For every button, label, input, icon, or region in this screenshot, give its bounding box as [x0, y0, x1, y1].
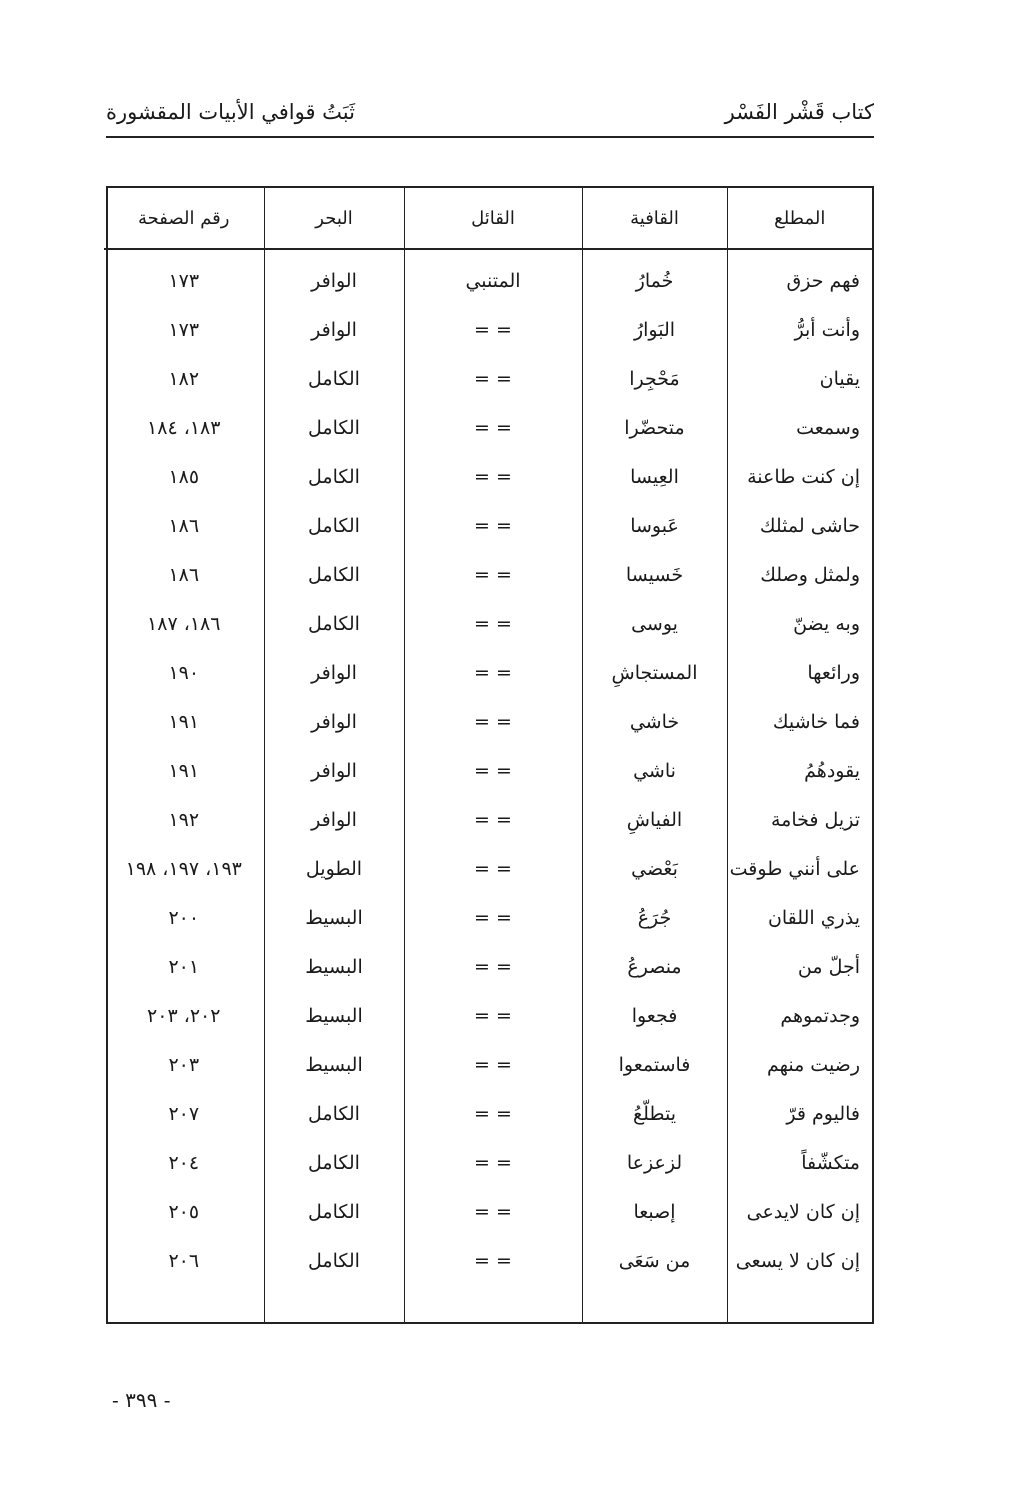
cell-page: ٢٠١: [168, 955, 200, 978]
cell-qafiya: مَحْجِرا: [582, 354, 727, 403]
cell-matla: وبه يضنّ: [727, 599, 872, 648]
cell-bahr: الوافر: [264, 648, 404, 697]
cell-bahr: الكامل: [264, 1187, 404, 1236]
cell-page: ٢٠٤: [168, 1151, 200, 1174]
table-row: [104, 648, 872, 697]
table-row: [104, 1236, 872, 1285]
table-row: [104, 452, 872, 501]
cell-page: ١٨٣، ١٨٤: [147, 416, 221, 439]
cell-qafiya: جُرَعُ: [582, 893, 727, 942]
column-header-qail: القائل: [404, 188, 582, 249]
cell-qafiya: البَوارُ: [582, 305, 727, 354]
cell-matla: يقيان: [727, 354, 872, 403]
cell-page: ٢٠٦: [168, 1249, 200, 1272]
rhymes-table-frame: [106, 186, 874, 1324]
cell-qafiya: خاشي: [582, 697, 727, 746]
table-row: [104, 746, 872, 795]
filler-cell: [582, 1285, 727, 1322]
table-row: [104, 403, 872, 452]
cell-qafiya: إصبعا: [582, 1187, 727, 1236]
cell-matla: على أنني طوقت: [727, 844, 872, 893]
cell-qail: = =: [404, 501, 582, 550]
cell-bahr: الكامل: [264, 354, 404, 403]
cell-qail: = =: [404, 403, 582, 452]
cell-bahr: البسيط: [264, 991, 404, 1040]
cell-page: ١٧٣: [168, 269, 200, 292]
table-row: [104, 550, 872, 599]
cell-qafiya: يوسى: [582, 599, 727, 648]
cell-qail: = =: [404, 1236, 582, 1285]
table-row: [104, 249, 872, 305]
cell-matla: يذري اللقان: [727, 893, 872, 942]
cell-matla: متكشّفاً: [727, 1138, 872, 1187]
cell-qail: = =: [404, 599, 582, 648]
book-title: كتاب قَشْر الفَسْر: [724, 100, 874, 124]
cell-qail: = =: [404, 1040, 582, 1089]
cell-qail: = =: [404, 795, 582, 844]
cell-bahr: الكامل: [264, 403, 404, 452]
cell-page: ١٨٦، ١٨٧: [147, 612, 221, 635]
table-row: [104, 795, 872, 844]
cell-qail: = =: [404, 844, 582, 893]
cell-page: ١٨٢: [168, 367, 200, 390]
page-number: - ٣٩٩ -: [112, 1388, 171, 1412]
cell-qail: = =: [404, 746, 582, 795]
cell-matla: رضيت منهم: [727, 1040, 872, 1089]
cell-qafiya: لزعزعا: [582, 1138, 727, 1187]
cell-bahr: الوافر: [264, 697, 404, 746]
table-header-row: [104, 188, 872, 249]
filler-cell: [104, 1285, 264, 1322]
column-header-qafiya: القافية: [582, 188, 727, 249]
cell-page: ١٩٣، ١٩٧، ١٩٨: [125, 857, 242, 880]
table-row: [104, 893, 872, 942]
cell-bahr: الكامل: [264, 452, 404, 501]
cell-qail: = =: [404, 991, 582, 1040]
cell-matla: فما خاشيك: [727, 697, 872, 746]
cell-qafiya: خَسيسا: [582, 550, 727, 599]
cell-bahr: البسيط: [264, 1040, 404, 1089]
cell-page: ١٨٥: [168, 465, 200, 488]
table-row: [104, 305, 872, 354]
cell-page: ١٩١: [168, 759, 200, 782]
cell-bahr: الوافر: [264, 305, 404, 354]
cell-page: ٢٠٠: [168, 906, 200, 929]
cell-qail: = =: [404, 550, 582, 599]
cell-qail: المتنبي: [404, 249, 582, 305]
cell-bahr: الوافر: [264, 249, 404, 305]
table-row: [104, 599, 872, 648]
cell-page: ١٨٦: [168, 514, 200, 537]
cell-matla: وسمعت: [727, 403, 872, 452]
table-row: [104, 697, 872, 746]
cell-qail: = =: [404, 305, 582, 354]
cell-page: ١٨٦: [168, 563, 200, 586]
cell-qafiya: عَبوسا: [582, 501, 727, 550]
cell-page: ١٩٢: [168, 808, 200, 831]
cell-qail: = =: [404, 452, 582, 501]
cell-qafiya: فاستمعوا: [582, 1040, 727, 1089]
cell-matla: إن كان لا يسعى: [727, 1236, 872, 1285]
cell-matla: فهم حزق: [727, 249, 872, 305]
cell-matla: إن كنت طاعنة: [727, 452, 872, 501]
cell-qail: = =: [404, 942, 582, 991]
cell-qail: = =: [404, 893, 582, 942]
cell-page: ١٧٣: [168, 318, 200, 341]
cell-bahr: الكامل: [264, 501, 404, 550]
table-row: [104, 354, 872, 403]
table-row: [104, 501, 872, 550]
cell-qafiya: يتطلّعُ: [582, 1089, 727, 1138]
cell-qafiya: العِيسا: [582, 452, 727, 501]
cell-bahr: الطويل: [264, 844, 404, 893]
cell-qafiya: متحضّرا: [582, 403, 727, 452]
column-header-bahr: البحر: [264, 188, 404, 249]
cell-qafiya: الفياشِ: [582, 795, 727, 844]
cell-page: ١٩٠: [168, 661, 200, 684]
cell-qail: = =: [404, 1089, 582, 1138]
cell-qafiya: خُمارُ: [582, 249, 727, 305]
running-header: [106, 96, 874, 138]
cell-matla: وجدتموهم: [727, 991, 872, 1040]
cell-bahr: الوافر: [264, 795, 404, 844]
cell-page: ٢٠٧: [168, 1102, 200, 1125]
table-row: [104, 1040, 872, 1089]
cell-bahr: الكامل: [264, 1089, 404, 1138]
section-title: ثَبَتُ قوافي الأبيات المقشورة: [106, 100, 355, 124]
cell-qafiya: بَعْضي: [582, 844, 727, 893]
cell-matla: ورائعها: [727, 648, 872, 697]
table-row: [104, 1187, 872, 1236]
cell-bahr: الكامل: [264, 1138, 404, 1187]
cell-matla: فاليوم قرّ: [727, 1089, 872, 1138]
cell-qafiya: من سَعَى: [582, 1236, 727, 1285]
cell-page: ٢٠٢، ٢٠٣: [147, 1004, 221, 1027]
cell-page: ١٩١: [168, 710, 200, 733]
cell-bahr: الكامل: [264, 599, 404, 648]
cell-matla: أجلّ من: [727, 942, 872, 991]
table-row: [104, 991, 872, 1040]
cell-matla: حاشى لمثلك: [727, 501, 872, 550]
cell-bahr: الوافر: [264, 746, 404, 795]
cell-qafiya: ناشي: [582, 746, 727, 795]
filler-cell: [727, 1285, 872, 1322]
cell-matla: ولمثل وصلك: [727, 550, 872, 599]
cell-qafiya: فجعوا: [582, 991, 727, 1040]
table-row: [104, 844, 872, 893]
cell-qafiya: المستجاشِ: [582, 648, 727, 697]
cell-matla: وأنت أبرُّ: [727, 305, 872, 354]
cell-qail: = =: [404, 1138, 582, 1187]
cell-qail: = =: [404, 354, 582, 403]
filler-cell: [404, 1285, 582, 1322]
rhymes-table: [104, 188, 872, 1322]
table-body: [104, 249, 872, 1322]
cell-page: ٢٠٣: [168, 1053, 200, 1076]
cell-qail: = =: [404, 697, 582, 746]
cell-page: ٢٠٥: [168, 1200, 200, 1223]
table-row: [104, 942, 872, 991]
cell-qail: = =: [404, 648, 582, 697]
table-filler-row: [104, 1285, 872, 1322]
cell-bahr: البسيط: [264, 893, 404, 942]
cell-bahr: الكامل: [264, 1236, 404, 1285]
cell-matla: إن كان لايدعى: [727, 1187, 872, 1236]
column-header-page: رقم الصفحة: [104, 188, 264, 249]
filler-cell: [264, 1285, 404, 1322]
cell-matla: تزيل فخامة: [727, 795, 872, 844]
cell-qafiya: منصرعُ: [582, 942, 727, 991]
cell-qail: = =: [404, 1187, 582, 1236]
table-row: [104, 1138, 872, 1187]
column-header-matla: المطلع: [727, 188, 872, 249]
table-row: [104, 1089, 872, 1138]
cell-bahr: البسيط: [264, 942, 404, 991]
cell-bahr: الكامل: [264, 550, 404, 599]
cell-matla: يقودهُمُ: [727, 746, 872, 795]
